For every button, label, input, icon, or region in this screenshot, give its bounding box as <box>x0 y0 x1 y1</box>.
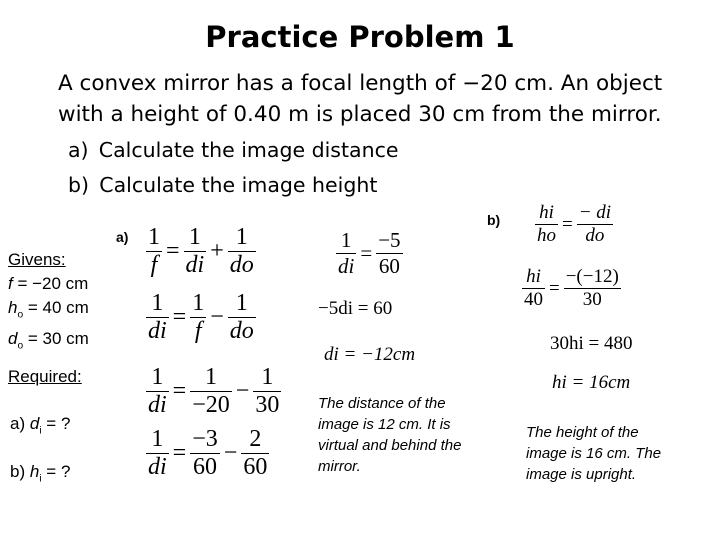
given-ho-var: h <box>8 298 18 317</box>
part-b-text: b) Calculate the image height <box>68 173 378 197</box>
eq2-lhs-den: di <box>148 318 167 344</box>
eq2-term1 <box>190 290 206 345</box>
rearranged-equation: $\frac{1}{di}$ = $\frac{1}{f}$ − $\frac{1}{do}$ <box>148 290 254 344</box>
eq4-operator: − <box>223 440 238 466</box>
eq3-t2-num: 1 <box>253 364 281 392</box>
eq1-t1-num: 1 <box>184 224 207 252</box>
image-height-result: hi = 16cm <box>552 372 631 393</box>
substituted-magnification: $\frac{hi}{40}$ = $\frac{-(-12)}{30}$ <box>524 266 619 310</box>
eq1-lhs <box>146 224 162 279</box>
eq3-term1 <box>190 364 232 419</box>
eq1-term2 <box>228 224 256 279</box>
image-distance-result: di = −12cm <box>324 344 416 365</box>
mag2-lhs <box>522 266 545 311</box>
given-object-distance <box>8 327 89 358</box>
required-b-var: h <box>29 462 40 481</box>
eq4-term1 <box>190 426 220 481</box>
eq3-term2 <box>253 364 281 419</box>
problem-statement: A convex mirror has a focal length of −20 cm. An object with a height of 0.40 m is placed 30 cm from the mirror. <box>58 71 663 127</box>
eq1-lhs-den: f <box>150 252 158 278</box>
page-title: Practice Problem 1 <box>205 20 515 54</box>
eq1-t2-den: do <box>229 252 254 278</box>
given-f-value: = −20 cm <box>17 274 89 293</box>
required-heading: Required: <box>8 367 82 386</box>
eq4-lhs-den: di <box>148 454 167 480</box>
givens-heading: Givens: <box>8 250 66 269</box>
given-focal-length <box>8 272 89 296</box>
required-a-suffix: = ? <box>41 414 71 433</box>
eq2-lhs <box>146 290 169 345</box>
eq1-t2-num: 1 <box>228 224 256 252</box>
conclusion-a: The distance of the image is 12 cm. It is virtual and behind the mirror. <box>318 395 462 475</box>
substituted-equation: $\frac{1}{di}$ = $\frac{1}{-20}$ − $\frac{1}{30}$ <box>148 364 280 418</box>
given-f-var: f <box>8 274 13 293</box>
required-b-prefix: b) <box>10 462 30 481</box>
solution-b-label: b) <box>487 212 501 228</box>
mag-rhs-num: − di <box>578 202 612 223</box>
eq2-operator: − <box>210 304 224 330</box>
required-a-prefix: a) <box>10 414 30 433</box>
eq5-lhs <box>336 228 356 279</box>
eq5-rhs-num: −5 <box>378 228 401 252</box>
mag-rhs-den: do <box>585 225 605 246</box>
solution-a-label: a) <box>116 229 129 245</box>
eq4-term2 <box>241 426 269 481</box>
eq4-t2-num: 2 <box>241 426 269 454</box>
required-a <box>10 414 70 436</box>
combined-equation: $\frac{1}{di}$ = $\frac{-5}{60}$ <box>338 228 401 278</box>
given-ho-sub: o <box>17 309 24 321</box>
mag2-rhs <box>564 266 621 311</box>
eq2-t2-num: 1 <box>228 290 256 318</box>
height-cross-multiplied: 30hi = 480 <box>550 333 633 354</box>
mag2-lhs-num: hi <box>522 266 545 289</box>
eq4-t1-num: −3 <box>192 426 218 452</box>
given-object-height <box>8 296 89 327</box>
eq2-t1-den: f <box>194 318 202 344</box>
given-ho-value: = 40 cm <box>27 298 89 317</box>
given-do-sub: o <box>17 340 24 352</box>
eq3-t2-den: 30 <box>255 392 280 418</box>
given-do-value: = 30 cm <box>27 329 89 349</box>
required-b <box>10 462 70 484</box>
eq2-t2-den: do <box>229 318 254 344</box>
givens-block <box>8 248 89 359</box>
eq5-rhs-den: 60 <box>378 254 400 278</box>
mag2-rhs-den: 30 <box>582 289 602 310</box>
eq1-lhs-num: 1 <box>148 224 160 250</box>
mag-lhs-den: ho <box>537 225 556 246</box>
eq4-lhs <box>146 426 169 481</box>
eq2-term2 <box>228 290 256 345</box>
required-a-var: d <box>29 414 40 433</box>
eq4-lhs-num: 1 <box>146 426 169 454</box>
eq3-t1-num: 1 <box>190 364 232 392</box>
eq4-t2-den: 60 <box>243 454 268 480</box>
eq2-lhs-num: 1 <box>146 290 169 318</box>
eq3-t1-den: −20 <box>192 392 230 418</box>
mag-rhs <box>577 202 613 247</box>
mag-lhs-num: hi <box>535 202 558 225</box>
required-a-sub: i <box>39 425 42 437</box>
eq1-operator: + <box>210 238 224 264</box>
eq3-lhs <box>146 364 169 419</box>
cross-multiplied-equation: −5di = 60 <box>318 298 393 319</box>
conclusion-b: The height of the image is 16 cm. The image is upright. <box>526 424 662 483</box>
eq5-lhs-num: 1 <box>336 228 356 254</box>
eq1-term1 <box>184 224 207 279</box>
mag2-rhs-num: −(−12) <box>565 266 619 287</box>
mirror-equation: $\frac{1}{f}$ = $\frac{1}{di}$ + $\frac{1}{do}$ <box>148 224 254 278</box>
mag-lhs <box>535 202 558 247</box>
eq3-lhs-num: 1 <box>146 364 169 392</box>
part-a-text: a) Calculate the image distance <box>68 138 399 162</box>
mag2-lhs-den: 40 <box>524 289 543 310</box>
magnification-equation: $\frac{hi}{ho}$ = $\frac{- di}{do}$ <box>537 202 612 246</box>
eq1-t1-den: di <box>185 252 205 278</box>
eq5-rhs <box>376 228 402 279</box>
eq3-lhs-den: di <box>148 392 167 418</box>
given-do-var: d <box>8 329 18 349</box>
eq2-t1-num: 1 <box>192 290 205 316</box>
common-denominator-equation: $\frac{1}{di}$ = $\frac{-3}{60}$ − $\frac{2}{60}$ <box>148 426 268 480</box>
eq4-t1-den: 60 <box>192 454 217 480</box>
eq3-operator: − <box>235 378 250 404</box>
required-b-suffix: = ? <box>41 462 71 481</box>
required-b-sub: i <box>39 473 42 485</box>
eq5-lhs-den: di <box>338 254 355 278</box>
